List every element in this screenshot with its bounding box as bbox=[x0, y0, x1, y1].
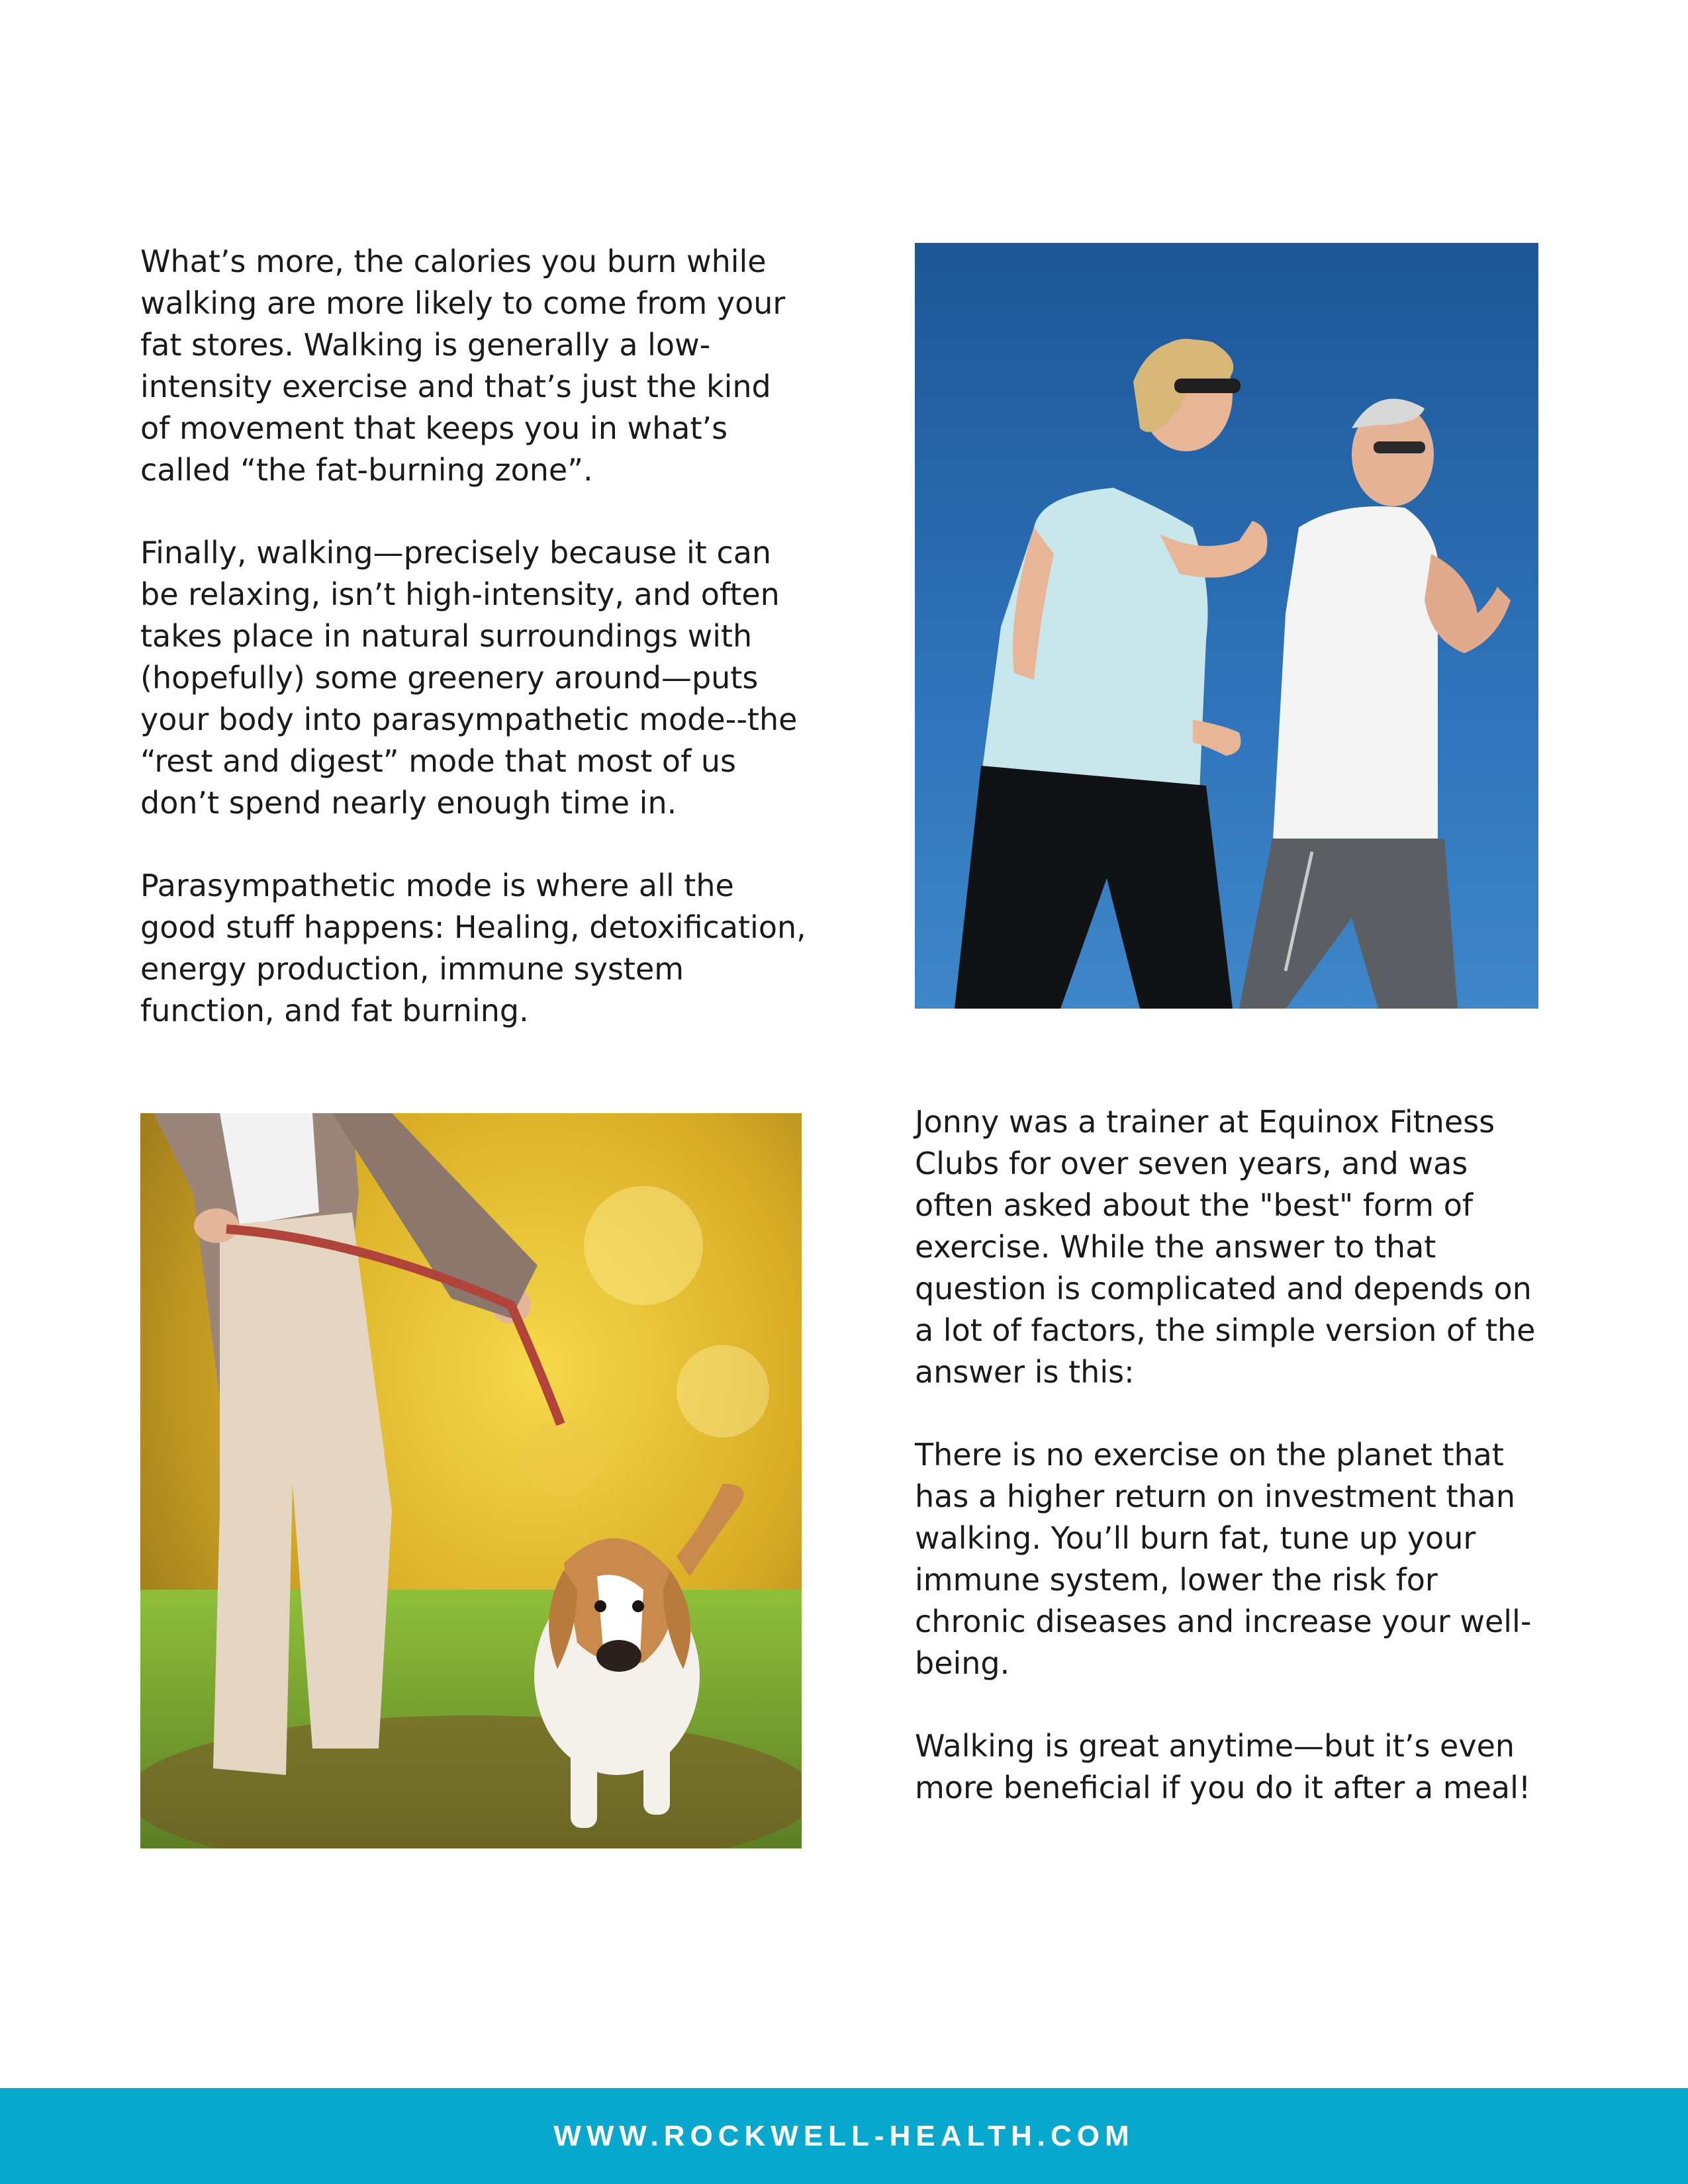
paragraph: Jonny was a trainer at Equinox Fitness Clubs for over seven years, and was often asked about the "best" form of exercise. While the answer to that question is complicated and depends on a lot of factors, the simple version of the answer is this: bbox=[915, 1104, 1536, 1390]
website-link[interactable]: WWW.ROCKWELL-HEALTH.COM bbox=[553, 2119, 1135, 2152]
left-text-column bbox=[140, 241, 809, 1032]
paragraph: What’s more, the calories you burn while walking are more likely to come from your fat stores. Walking is generally a low-intensity exercise and that’s just the kind of movement that keeps you in what’s called “the fat-burning zone”. bbox=[140, 244, 786, 488]
photo-couple-walking bbox=[915, 243, 1538, 1009]
footer-bar bbox=[0, 2088, 1688, 2184]
paragraph: Finally, walking—precisely because it can be relaxing, isn’t high-intensity, and often takes place in natural surroundings with (hopefully) some greenery around—puts your body into parasympathetic mode--the “rest and digest” mode that most of us don’t spend nearly enough time in. bbox=[140, 535, 798, 821]
right-text-column bbox=[915, 1101, 1550, 1809]
photo-woman-walking-dog bbox=[140, 1113, 802, 1848]
paragraph: There is no exercise on the planet that has a higher return on investment than walking. You’ll burn fat, tune up your immune system, lower the risk for chronic diseases and increase your well-being. bbox=[915, 1437, 1532, 1681]
paragraph: Walking is great anytime—but it’s even more beneficial if you do it after a meal! bbox=[915, 1728, 1531, 1805]
paragraph: Parasympathetic mode is where all the good stuff happens: Healing, detoxification, energy production, immune system function, and fat burning. bbox=[140, 868, 806, 1028]
